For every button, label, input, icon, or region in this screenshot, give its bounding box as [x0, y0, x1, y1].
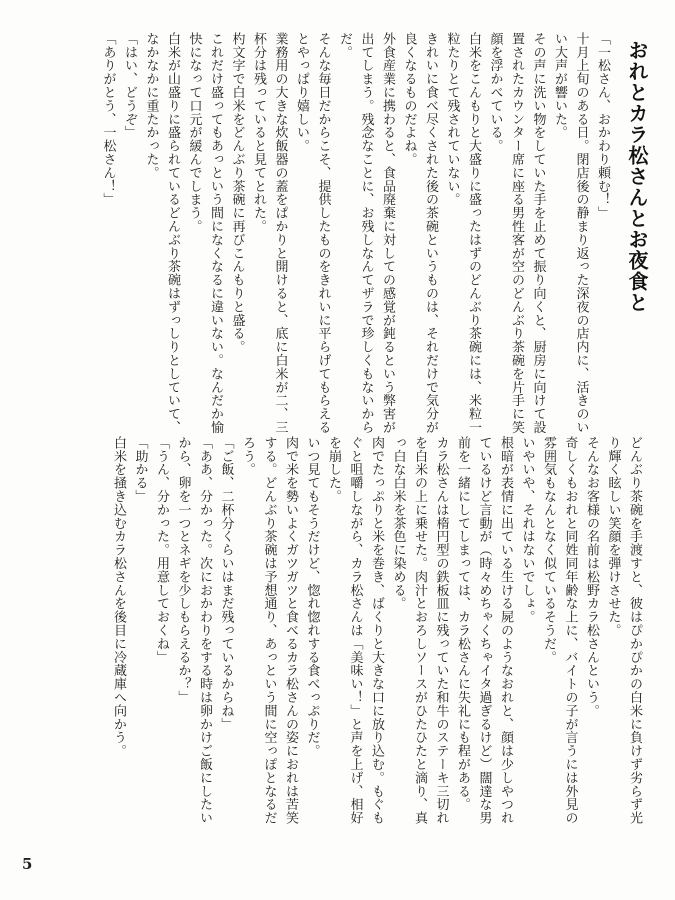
paragraph: いつ見てもそうだけど、惚れ惚れする食べっぷりだ。	[304, 436, 320, 758]
paragraph: 「一松さん、おかわり頼む！」	[595, 32, 610, 220]
paragraph: 業務用の大きな炊飯器の蓋をぱかりと開けると、底に白米が二、三杯分は残っていると見てとれた。	[251, 32, 288, 434]
paragraph: 杓文字で白米をどんぶり茶碗に再びこんもりと盛る。	[229, 32, 245, 354]
upper-text-block	[58, 32, 613, 437]
paragraph: 十月上旬のある日。閉店後の静まり返った深夜の店内に、活きのいい大声が響いた。	[552, 32, 589, 434]
paragraph: カラ松さんは楕円型の鉄板皿に残っていた和牛のステーキ三切れを白米の上に乗せた。肉汁とおろしソースがひたひたと滴り、真っ白な白米を茶色に染める。	[390, 436, 449, 825]
paragraph: 肉でたっぷりと米を巻き、ばくりと大きな口に放り込む。もぐもぐと咀嚼しながら、カラ松さんは「美味い！」と声を上げ、相好を崩した。	[326, 436, 384, 825]
paragraph: 肉で米を勢いよくガツガツと食べるカラ松さんの姿におれは苦笑する。どんぶり茶碗は予想通り、あっという間に空っぽとなるだろう。	[240, 436, 298, 825]
paragraph: どんぶり茶碗を手渡すと、彼はぴかぴかの白米に負けず劣らず光り輝く眩しい笑顔を弾けさせた。	[605, 436, 642, 825]
paragraph: きれいに食べ尽くされた後の茶碗というものは、それだけで気分が良くなるものだよね。	[401, 32, 438, 434]
paragraph: そんなお客様の名前は松野カラ松さんという。	[584, 436, 599, 718]
paragraph: 「ああ、分かった。次におかわりをする時は卵かけご飯にしたいから、卵を一つとネギを少しもらえるか？」	[175, 436, 212, 825]
paragraph: 白米が山盛りに盛られているどんぶり茶碗はずっしりとしていて、なかなかに重たかった。	[143, 32, 180, 434]
paragraph: 奇しくもおれと同姓同年齢な上に、バイトの子が言うには外見の雰囲気もなんとなく似ているそうだ。	[541, 436, 578, 825]
paragraph: そんな毎日だからこそ、提供したものをきれいに平らげてもらえるとやっぱり嬉しい。	[294, 32, 331, 434]
paragraph: 白米をこんもりと大盛りに盛ったはずのどんぶり茶碗には、米粒一粒たりとて残されていない。	[444, 32, 481, 434]
paragraph: 「はい、どうぞ」	[122, 32, 137, 140]
paragraph: 根暗が表情に出ている生ける屍のようなおれと、顔は少しやつれているけど言動が（時々めちゃくちゃイタ過ぎるけど）闊達な男前を一緒にしてしまっては、カラ松さんに失礼にも程がある。	[455, 436, 513, 825]
paragraph: 白米を掻き込むカラ松さんを後目に冷蔵庫へ向かう。	[111, 436, 126, 758]
paragraph: これだけ盛ってもあっという間になくなるに違いない。なんだか愉快になって口元が緩んでしまう。	[186, 32, 223, 434]
lower-text-block	[55, 436, 645, 826]
chapter-title: おれとカラ松さんとお夜食と	[625, 40, 649, 313]
paragraph: 「ご飯、二杯分くらいはまだ残っているからね」	[218, 436, 234, 731]
paragraph: 「うん、分かった。用意しておくね」	[154, 436, 169, 664]
paragraph: 外食産業に携わると、食品廃棄に対しての感覚が鈍るという弊害が出てしまう。残念なことに、お残しなんてザラで珍しくもないからだ。	[337, 32, 395, 434]
paragraph: 「ありがとう、一松さん！」	[100, 32, 116, 207]
paragraph: その声に洗い物をしていた手を止めて振り向くと、厨房に向けて設置されたカウンター席に座る男性客が空のどんぶり茶碗を片手に笑顔を浮かべている。	[487, 32, 546, 434]
paragraph: いやいや、それはないでしょ。	[519, 436, 535, 624]
page-number: 5	[22, 855, 33, 873]
paragraph: 「助かる」	[132, 436, 148, 503]
